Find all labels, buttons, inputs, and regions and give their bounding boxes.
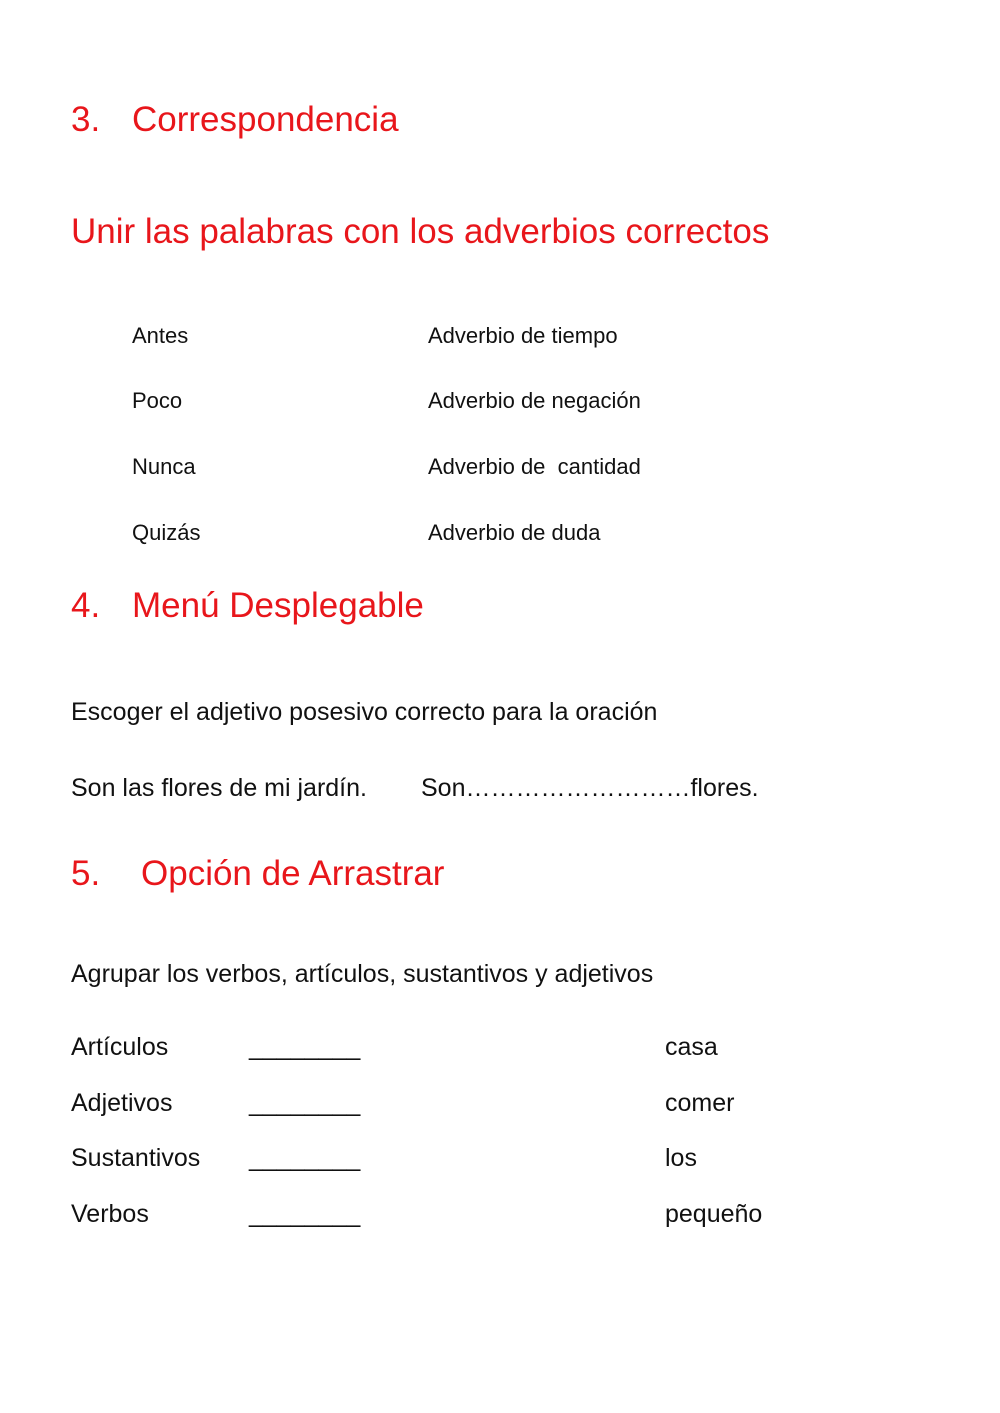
drop-blank[interactable]: ________ xyxy=(249,1089,361,1117)
draggable-word[interactable]: comer xyxy=(665,1089,735,1117)
draggable-word[interactable]: casa xyxy=(665,1033,718,1061)
dropdown-sentence[interactable]: Son………………………flores. xyxy=(421,774,759,802)
section-4-title: Menú Desplegable xyxy=(132,586,424,625)
match-right-item[interactable]: Adverbio de cantidad xyxy=(428,454,641,479)
category-label: Sustantivos xyxy=(71,1144,201,1172)
section-3-title: Correspondencia xyxy=(132,100,399,139)
section-5-title: Opción de Arrastrar xyxy=(141,854,445,893)
match-right-item[interactable]: Adverbio de tiempo xyxy=(428,323,618,348)
match-left-item[interactable]: Nunca xyxy=(132,454,196,479)
example-sentence: Son las flores de mi jardín. xyxy=(71,774,367,802)
match-left-item[interactable]: Antes xyxy=(132,323,189,348)
section-4-number: 4. xyxy=(71,586,101,625)
drop-blank[interactable]: ________ xyxy=(249,1144,361,1172)
category-label: Verbos xyxy=(71,1200,149,1228)
section-4-instruction: Escoger el adjetivo posesivo correcto para la oración xyxy=(71,698,658,726)
category-label: Adjetivos xyxy=(71,1089,173,1117)
section-3-number: 3. xyxy=(71,100,101,139)
match-left-item[interactable]: Quizás xyxy=(132,520,201,545)
category-label: Artículos xyxy=(71,1033,169,1061)
section-5-number: 5. xyxy=(71,854,101,893)
match-left-item[interactable]: Poco xyxy=(132,388,183,413)
drop-blank[interactable]: ________ xyxy=(249,1033,361,1061)
draggable-word[interactable]: pequeño xyxy=(665,1200,763,1228)
drop-blank[interactable]: ________ xyxy=(249,1200,361,1228)
draggable-word[interactable]: los xyxy=(665,1144,697,1172)
section-3-instruction: Unir las palabras con los adverbios correctos xyxy=(71,212,770,251)
match-right-item[interactable]: Adverbio de negación xyxy=(428,388,641,413)
section-5-instruction: Agrupar los verbos, artículos, sustantivos y adjetivos xyxy=(71,960,654,988)
match-right-item[interactable]: Adverbio de duda xyxy=(428,520,601,545)
